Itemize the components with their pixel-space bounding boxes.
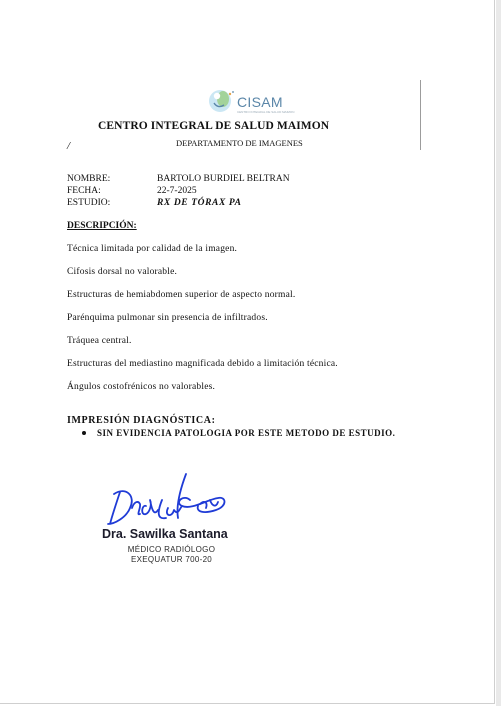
finding-item: Estructuras del mediastino magnificada debido a limitación técnica. xyxy=(67,359,338,369)
impression-item xyxy=(82,428,395,438)
doctor-registration: EXEQUATUR 700-20 xyxy=(130,555,213,564)
handwritten-signature xyxy=(106,470,230,532)
name-label: NOMBRE: xyxy=(67,174,111,184)
finding-item: Estructuras de hemiabdomen superior de aspecto normal. xyxy=(67,290,296,300)
finding-item: Ángulos costofrénicos no valorables. xyxy=(67,382,216,392)
name-value: BARTOLO BURDIEL BELTRAN xyxy=(157,174,290,184)
text-cursor-mark: / xyxy=(67,140,71,152)
impression-list xyxy=(82,428,395,438)
date-value: 22-7-2025 xyxy=(157,186,197,196)
finding-item: Técnica limitada por calidad de la imagen. xyxy=(67,244,238,254)
doctor-name: Dra. Sawilka Santana xyxy=(102,527,228,541)
impression-title: IMPRESIÓN DIAGNÓSTICA: xyxy=(67,415,216,426)
bullet-icon xyxy=(82,431,86,435)
study-value: RX DE TÓRAX PA xyxy=(157,198,242,208)
logo-text: CISAM xyxy=(237,94,283,110)
description-title: DESCRIPCIÓN: xyxy=(67,221,137,231)
department-name: DEPARTAMENTO DE IMAGENES xyxy=(176,138,303,148)
doctor-title: MÉDICO RADIÓLOGO xyxy=(127,545,216,554)
header-divider xyxy=(420,80,421,150)
organization-name: CENTRO INTEGRAL DE SALUD MAIMON xyxy=(98,120,330,132)
impression-text: SIN EVIDENCIA PATOLOGIA POR ESTE METODO DE ESTUDIO. xyxy=(97,428,396,438)
study-label: ESTUDIO: xyxy=(67,198,111,208)
finding-item: Cifosis dorsal no valorable. xyxy=(67,267,178,277)
window-edge xyxy=(496,0,501,706)
finding-item: Tráquea central. xyxy=(67,336,132,346)
logo-subtext: CENTRO INTEGRAL DE SALUD MAIMON xyxy=(237,110,295,114)
finding-item: Parénquima pulmonar sin presencia de infiltrados. xyxy=(67,313,268,323)
date-label: FECHA: xyxy=(67,186,101,196)
